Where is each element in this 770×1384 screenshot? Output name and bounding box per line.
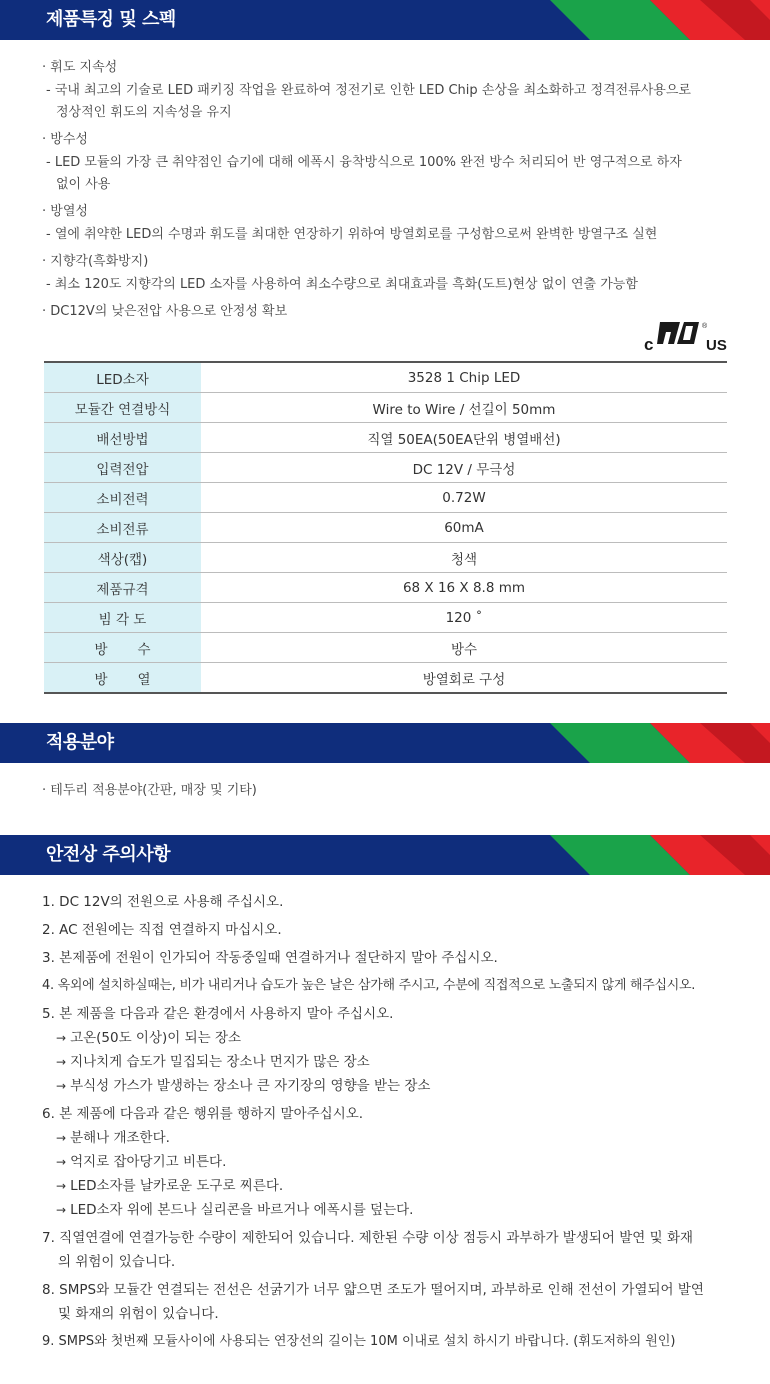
arrow-right-icon: →	[56, 1031, 67, 1045]
spec-value: 68 X 16 X 8.8 mm	[201, 573, 727, 603]
feature-item	[42, 56, 742, 124]
table-row	[44, 423, 727, 453]
table-row	[44, 663, 727, 694]
table-row	[44, 483, 727, 513]
safety-note: 7. 직열연결에 연결가능한 수량이 제한되어 있습니다. 제한된 수량 이상 점등시 과부하가 발생되어 발연 및 화재의 위험이 있습니다.	[42, 1230, 694, 1270]
feature-list	[42, 56, 742, 324]
section-header-safety	[0, 835, 770, 875]
feature-title: · 방수성	[42, 132, 88, 147]
feature-desc: - LED 모듈의 가장 큰 취약점인 습기에 대해 에폭시 융착방식으로 100% 완전 방수 처리되어 반 영구적으로 하자 없이 사용	[46, 155, 682, 192]
spec-label: 입력전압	[44, 453, 201, 483]
arrow-right-icon: →	[56, 1055, 67, 1069]
safety-sub-item	[42, 1074, 742, 1098]
spec-label: 모듈간 연결방식	[44, 393, 201, 423]
header-stripe-graphic	[550, 835, 770, 875]
safety-sub-item	[42, 1050, 742, 1074]
table-row	[44, 453, 727, 483]
table-row	[44, 573, 727, 603]
safety-note: 8. SMPS와 모듈간 연결되는 전선은 선굵기가 너무 얇으면 조도가 떨어지며, 과부하로 인해 전선이 가열되어 발연 및 화재의 위험이 있습니다.	[42, 1282, 704, 1322]
section-header-features	[0, 0, 770, 40]
spec-label: 방 수	[44, 633, 201, 663]
cert-right-text: US	[706, 337, 727, 352]
section-title: 적용분야	[46, 732, 114, 753]
spec-value: DC 12V / 무극성	[201, 453, 727, 483]
feature-title: · 휘도 지속성	[42, 60, 118, 75]
safety-sub-text: LED소자를 날카로운 도구로 찌른다.	[70, 1178, 284, 1194]
feature-item	[42, 200, 742, 246]
feature-desc: - 열에 취약한 LED의 수명과 휘도를 최대한 연장하기 위하여 방열회로를 구성함으로써 완벽한 방열구조 실현	[46, 227, 658, 242]
arrow-right-icon: →	[56, 1131, 67, 1145]
safety-sub-item	[42, 1150, 742, 1174]
section-header-application	[0, 723, 770, 763]
feature-item	[42, 128, 742, 196]
safety-note: 3. 본제품에 전원이 인가되어 작동중일때 연결하거나 절단하지 말아 주십시오.	[42, 950, 498, 966]
safety-sub-item	[42, 1026, 742, 1050]
feature-item	[42, 250, 742, 296]
safety-sub-text: 지나치게 습도가 밀집되는 장소나 먼지가 많은 장소	[70, 1054, 370, 1070]
safety-note: 1. DC 12V의 전원으로 사용해 주십시오.	[42, 894, 284, 910]
arrow-right-icon: →	[56, 1179, 67, 1193]
header-stripe-graphic	[550, 0, 770, 40]
arrow-right-icon: →	[56, 1079, 67, 1093]
spec-label: 빔 각 도	[44, 603, 201, 633]
feature-desc: - 최소 120도 지향각의 LED 소자를 사용하여 최소수량으로 최대효과를 흑화(도트)현상 없이 연출 가능함	[46, 277, 638, 292]
section-title: 제품특징 및 스펙	[46, 9, 176, 30]
safety-sub-item	[42, 1174, 742, 1198]
spec-value: 0.72W	[201, 483, 727, 513]
safety-sub-text: 분해나 개조한다.	[70, 1130, 170, 1146]
spec-label: 제품규격	[44, 573, 201, 603]
spec-label: 소비전력	[44, 483, 201, 513]
table-row	[44, 633, 727, 663]
spec-label: 소비전류	[44, 513, 201, 543]
cert-left-text: c	[644, 335, 654, 352]
spec-value: 직열 50EA(50EA단위 병열배선)	[201, 423, 727, 453]
feature-item	[42, 300, 742, 324]
feature-desc: - 국내 최고의 기술로 LED 패키징 작업을 완료하여 정전기로 인한 LED Chip 손상을 최소화하고 정격전류사용으로 정상적인 휘도의 지속성을 유지	[46, 83, 691, 120]
safety-sub-text: 억지로 잡아당기고 비튼다.	[70, 1154, 227, 1170]
feature-title: · 방열성	[42, 204, 88, 219]
safety-note: 5. 본 제품을 다음과 같은 환경에서 사용하지 말아 주십시오.	[42, 1006, 394, 1022]
spec-table	[44, 361, 727, 694]
spec-value: 방열회로 구성	[201, 663, 727, 694]
spec-label: LED소자	[44, 362, 201, 393]
table-row	[44, 543, 727, 573]
header-stripe-graphic	[550, 723, 770, 763]
spec-value: 60mA	[201, 513, 727, 543]
safety-sub-text: LED소자 위에 본드나 실리콘을 바르거나 에폭시를 덮는다.	[70, 1202, 414, 1218]
table-row	[44, 603, 727, 633]
arrow-right-icon: →	[56, 1203, 67, 1217]
feature-title: · 지향각(흑화방지)	[42, 254, 149, 269]
safety-sub-text: 고온(50도 이상)이 되는 장소	[70, 1030, 242, 1046]
spec-label: 배선방법	[44, 423, 201, 453]
spec-value: 120 ˚	[201, 603, 727, 633]
safety-sub-item	[42, 1198, 742, 1222]
table-row	[44, 513, 727, 543]
safety-note: 6. 본 제품에 다음과 같은 행위를 행하지 말아주십시오.	[42, 1106, 364, 1122]
spec-value: 청색	[201, 543, 727, 573]
cert-mark-text: ®	[702, 323, 708, 330]
feature-title: · DC12V의 낮은전압 사용으로 안정성 확보	[42, 304, 288, 319]
arrow-right-icon: →	[56, 1155, 67, 1169]
safety-note: 9. SMPS와 첫번째 모듈사이에 사용되는 연장선의 길이는 10M 이내로 설치 하시기 바랍니다. (휘도저하의 원인)	[42, 1334, 676, 1349]
safety-list	[42, 890, 742, 1354]
application-text: · 테두리 적용분야(간판, 매장 및 기타)	[42, 783, 257, 798]
spec-value: 3528 1 Chip LED	[201, 362, 727, 393]
cul-us-certification-icon	[644, 318, 730, 352]
spec-value: Wire to Wire / 선길이 50mm	[201, 393, 727, 423]
section-title: 안전상 주의사항	[46, 844, 170, 865]
spec-label: 색상(캡)	[44, 543, 201, 573]
safety-note: 2. AC 전원에는 직접 연결하지 마십시오.	[42, 922, 282, 938]
spec-label: 방 열	[44, 663, 201, 694]
table-row	[44, 393, 727, 423]
safety-sub-text: 부식성 가스가 발생하는 장소나 큰 자기장의 영향을 받는 장소	[70, 1078, 431, 1094]
spec-value: 방수	[201, 633, 727, 663]
table-row	[44, 362, 727, 393]
safety-note: 4. 옥외에 설치하실때는, 비가 내리거나 습도가 높은 날은 삼가해 주시고, 수분에 직접적으로 노출되지 않게 해주십시오.	[42, 978, 696, 993]
safety-sub-item	[42, 1126, 742, 1150]
